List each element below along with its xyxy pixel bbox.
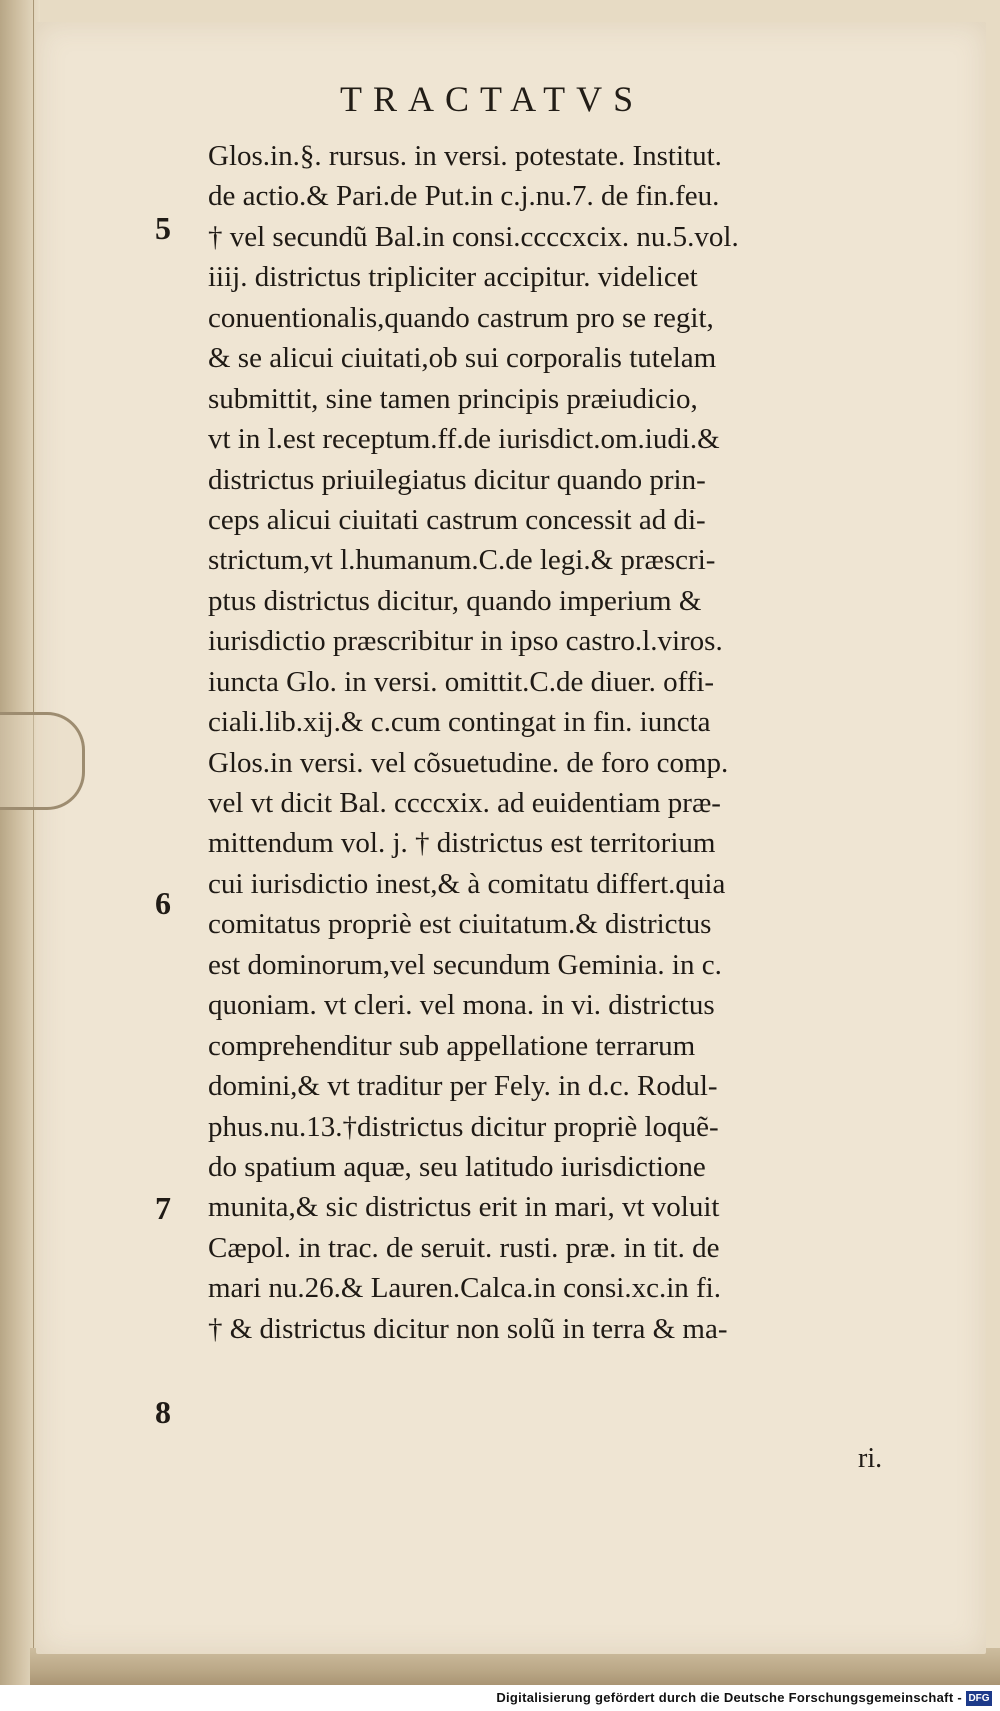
text-line: ceps alicui ciuitati castrum concessit ad di-: [208, 503, 706, 536]
text-line: conuentionalis,quando castrum pro se regit,: [208, 301, 714, 334]
text-line: munita,& sic districtus erit in mari, vt voluit: [208, 1191, 720, 1224]
margin-number-7: 7: [155, 1190, 171, 1226]
text-line: mittendum vol. j. † districtus est territorium: [208, 827, 716, 860]
text-line: & se alicui ciuitati,ob sui corporalis tutelam: [208, 342, 717, 375]
footer-credit: Digitalisierung gefördert durch die Deutsche Forschungsgemeinschaft -: [496, 1690, 962, 1705]
text-line: districtus priuilegiatus dicitur quando prin-: [208, 463, 706, 496]
text-line: vel vt dicit Bal. ccccxix. ad euidentiam præ-: [208, 787, 721, 819]
text-line: † & districtus dicitur non solũ in terra & ma-: [208, 1312, 728, 1345]
text-line: quoniam. vt cleri. vel mona. in vi. districtus: [208, 989, 715, 1022]
text-line: phus.nu.13.†districtus dicitur propriè loquẽ-: [208, 1110, 719, 1143]
text-line: mari nu.26.& Lauren.Calca.in consi.xc.in fi.: [208, 1272, 721, 1305]
text-line: submittit, sine tamen principis præiudicio,: [208, 382, 698, 415]
footer-bar: [0, 1688, 1000, 1711]
book-page-edges: [0, 0, 40, 1685]
text-line: ciali.lib.xij.& c.cum contingat in fin. iuncta: [208, 706, 711, 739]
text-line: comprehenditur sub appellatione terrarum: [208, 1029, 696, 1062]
text-line: vt in l.est receptum.ff.de iurisdict.om.iudi.&: [208, 423, 720, 456]
text-line: iuncta Glo. in versi. omittit.C.de diuer. offi-: [208, 665, 715, 698]
running-head: TRACTATVS: [340, 79, 645, 119]
text-line: ptus districtus dicitur, quando imperium &: [208, 584, 702, 617]
text-line: iurisdictio præscribitur in ipso castro.l.viros.: [208, 625, 723, 658]
margin-number-5: 5: [155, 210, 171, 246]
dfg-logo: DFG: [966, 1691, 992, 1706]
text-line: cui iurisdictio inest,& à comitatu differt.quia: [208, 867, 726, 900]
text-line: † vel secundũ Bal.in consi.ccccxcix. nu.5.vol.: [208, 220, 739, 253]
text-line: strictum,vt l.humanum.C.de legi.& præscri-: [208, 544, 716, 577]
text-line: iiij. districtus tripliciter accipitur. videlicet: [208, 261, 698, 294]
text-line: est dominorum,vel secundum Geminia. in c.: [208, 948, 722, 981]
text-line: Glos.in.§. rursus. in versi. potestate. Institut.: [208, 140, 722, 172]
text-line: comitatus propriè est ciuitatum.& districtus: [208, 908, 712, 941]
catchword: ri.: [858, 1443, 883, 1474]
book-clasp: [0, 712, 85, 810]
text-line: Cæpol. in trac. de seruit. rusti. præ. in tit. de: [208, 1231, 720, 1264]
text-line: do spatium aquæ, seu latitudo iurisdictione: [208, 1150, 706, 1183]
margin-number-6: 6: [155, 885, 171, 921]
margin-number-8: 8: [155, 1394, 171, 1430]
text-line: Glos.in versi. vel cõsuetudine. de foro comp.: [208, 746, 729, 779]
text-line: domini,& vt traditur per Fely. in d.c. Rodul-: [208, 1070, 718, 1103]
text-block: [208, 136, 898, 1349]
text-line: de actio.& Pari.de Put.in c.j.nu.7. de fin.feu.: [208, 180, 720, 213]
